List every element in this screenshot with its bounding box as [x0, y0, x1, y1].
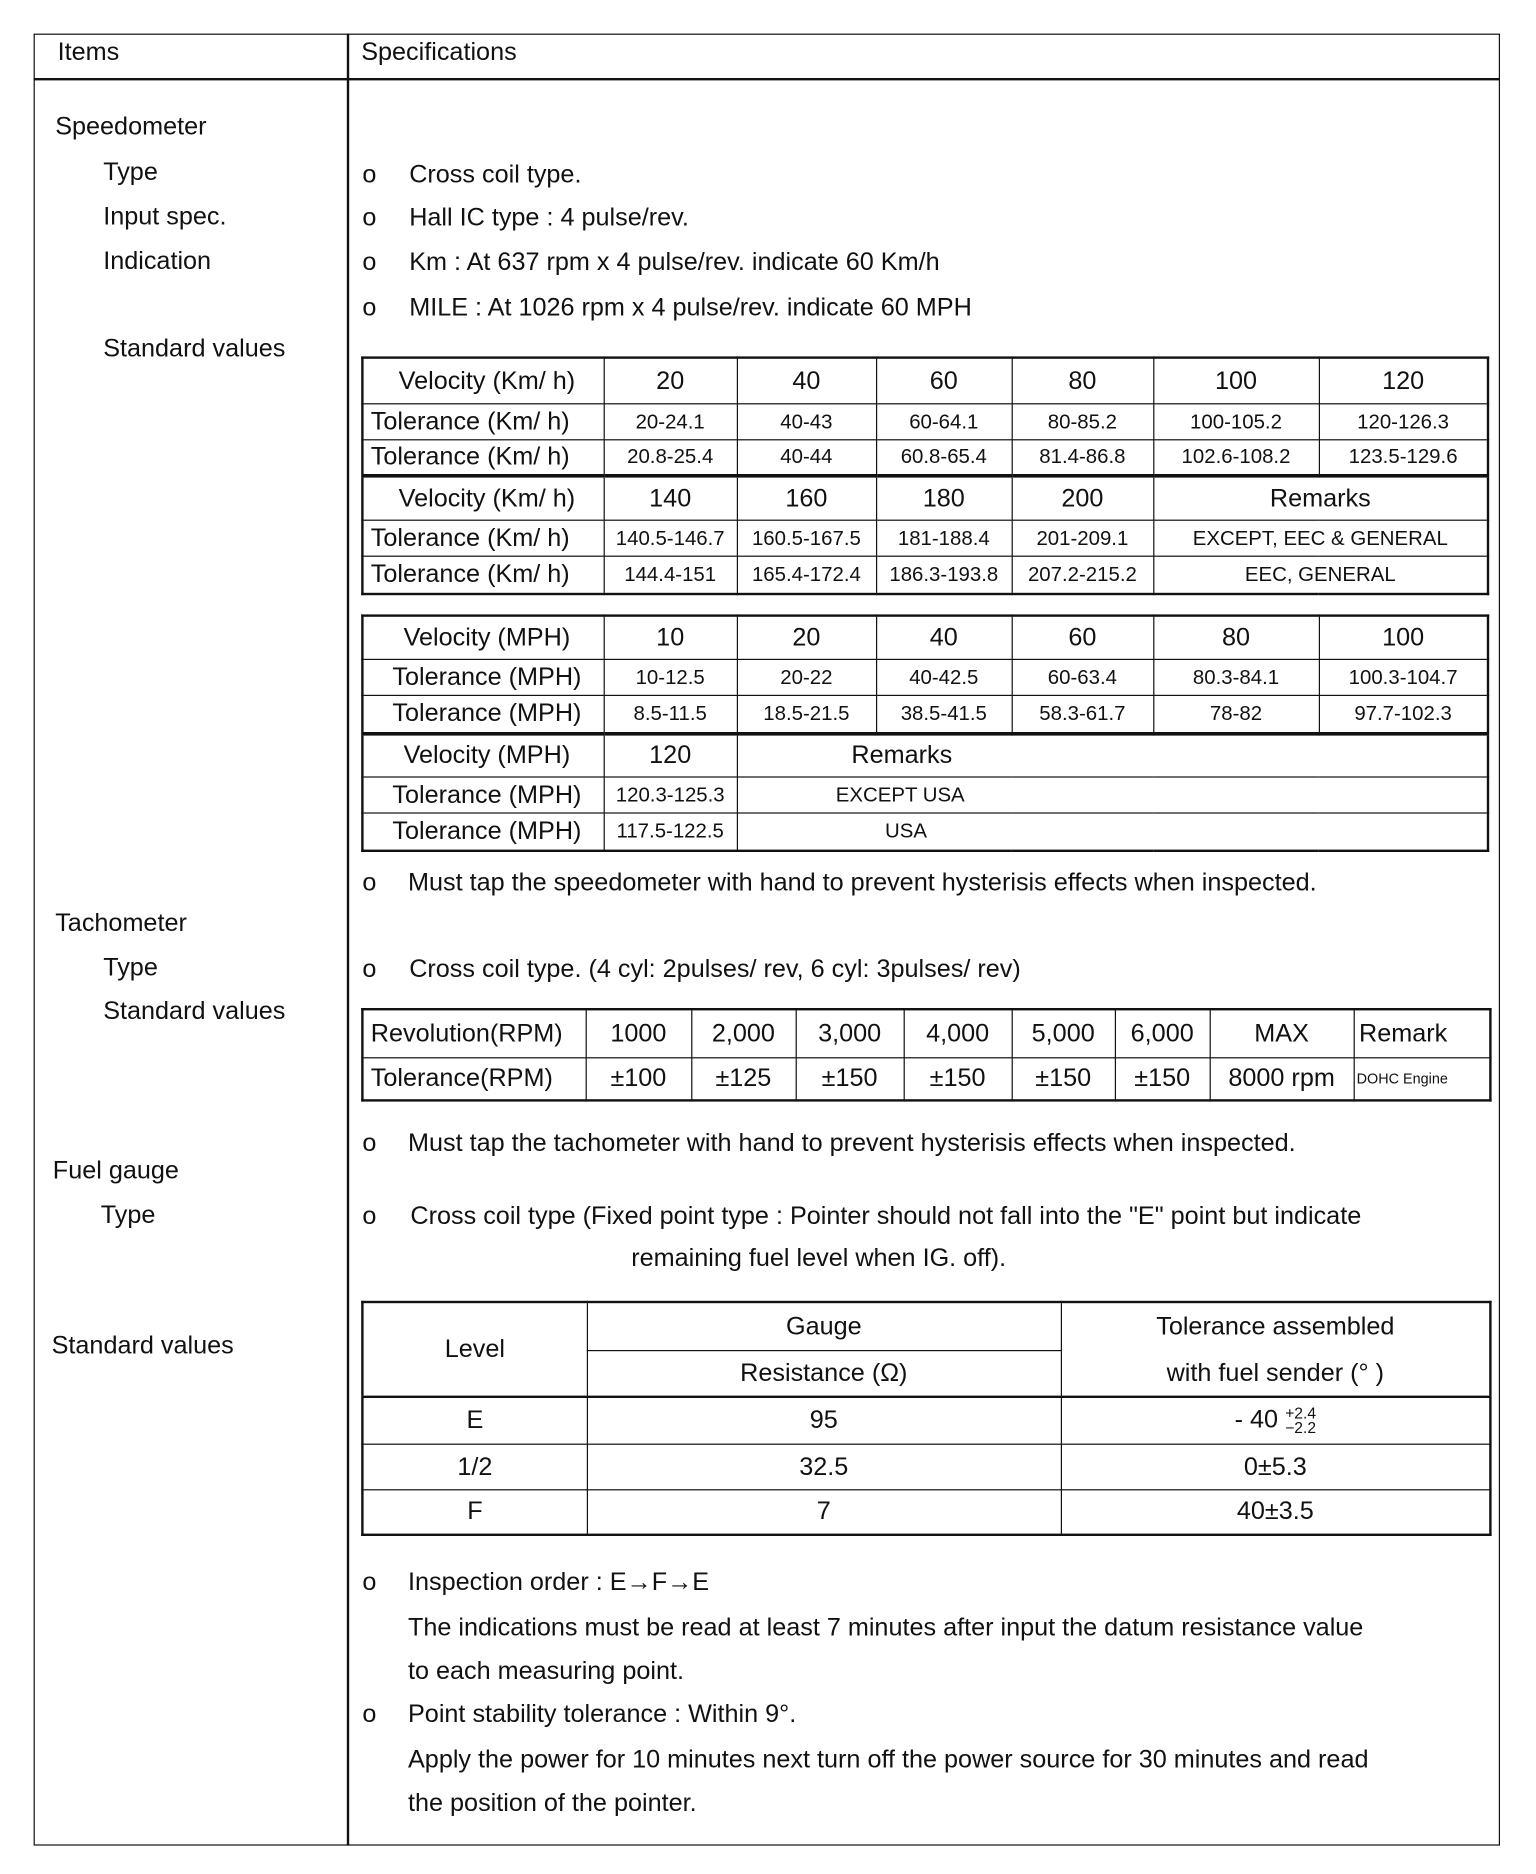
tachometer-heading: Tachometer: [55, 909, 187, 938]
tolerance-cell: 40-42.5: [876, 659, 1012, 695]
revolution-cell: 3,000: [796, 1009, 904, 1057]
tolerance-cell: 40-43: [737, 403, 876, 439]
tolerance-cell: 144.4-151: [604, 556, 737, 594]
table-row: [362, 776, 1488, 812]
velocity-cell: 80: [1012, 358, 1154, 404]
tolerance-value: - 40: [1234, 1405, 1278, 1434]
tolerance-cell: ±150: [904, 1057, 1012, 1100]
tolerance-cell: 100.3-104.7: [1319, 659, 1488, 695]
tolerance-cell: 181-188.4: [876, 520, 1012, 556]
remark-cell: EXCEPT USA: [737, 776, 1488, 812]
header-divider: [34, 78, 1500, 80]
table-row: [362, 733, 1488, 776]
table-row: [362, 695, 1488, 733]
table-row: [362, 616, 1488, 659]
remark-cell: EXCEPT, EEC & GENERAL: [1153, 520, 1488, 556]
remarks-header: Remarks: [737, 733, 1488, 776]
bullet: o: [362, 160, 377, 189]
tolerance-label: Tolerance (Km/ h): [362, 403, 603, 439]
tolerance-cell: 201-209.1: [1012, 520, 1154, 556]
velocity-label: Velocity (MPH): [362, 616, 603, 659]
tolerance-cell: ±150: [1115, 1057, 1210, 1100]
tolerance-label: Tolerance (Km/ h): [362, 439, 603, 475]
tachometer-note: Must tap the tachometer with hand to prevent hysterisis effects when inspected.: [408, 1129, 1296, 1157]
tolerance-cell: 186.3-193.8: [876, 556, 1012, 594]
revolution-cell: Remark: [1354, 1009, 1491, 1057]
velocity-cell: 200: [1012, 475, 1154, 519]
table-row: [362, 358, 1488, 404]
tolerance-cell: ±100: [586, 1057, 692, 1100]
tolerance-cell: 20-22: [737, 659, 876, 695]
tolerance-cell: 60.8-65.4: [876, 439, 1012, 475]
speedometer-km-table: [361, 356, 1489, 595]
stability-line3: the position of the pointer.: [408, 1789, 697, 1817]
bullet: o: [362, 1202, 377, 1230]
remark-cell: EEC, GENERAL: [1153, 556, 1488, 594]
tolerance-cell: 18.5-21.5: [737, 695, 876, 733]
tolerance-cell: [1061, 1397, 1491, 1444]
bullet: o: [362, 204, 377, 232]
fuel-gauge-table: [361, 1301, 1491, 1536]
table-row: [362, 520, 1488, 556]
tolerance-label: Tolerance (MPH): [362, 659, 603, 695]
revolution-label: Revolution(RPM): [362, 1009, 585, 1057]
revolution-cell: 5,000: [1012, 1009, 1115, 1057]
tolerance-minus: −2.2: [1285, 1418, 1317, 1437]
revolution-cell: 4,000: [904, 1009, 1012, 1057]
tolerance-header-2: with fuel sender (° ): [1061, 1350, 1491, 1397]
tachometer-standard-label: Standard values: [103, 997, 286, 1025]
tolerance-cell: 58.3-61.7: [1012, 695, 1154, 733]
velocity-cell: 120: [604, 733, 737, 776]
fuel-gauge-heading: Fuel gauge: [52, 1156, 179, 1185]
velocity-cell: 160: [737, 475, 876, 519]
velocity-cell: 20: [737, 616, 876, 659]
bullet: o: [362, 955, 377, 983]
column-divider: [347, 34, 349, 1846]
tolerance-cell: DOHC Engine: [1354, 1057, 1491, 1100]
speedometer-note: Must tap the speedometer with hand to prevent hysterisis effects when inspected.: [408, 868, 1317, 897]
level-cell: E: [362, 1397, 586, 1444]
table-row: [362, 1397, 1490, 1444]
bullet: o: [362, 294, 377, 322]
tolerance-cell: 97.7-102.3: [1319, 695, 1488, 733]
tolerance-cell: 80.3-84.1: [1153, 659, 1319, 695]
table-row: [362, 659, 1488, 695]
bullet: o: [362, 1700, 377, 1729]
header-items: Items: [57, 38, 120, 66]
tachometer-type-label: Type: [103, 954, 158, 982]
stability-line2: Apply the power for 10 minutes next turn off the power source for 30 minutes and read: [408, 1746, 1369, 1774]
table-row: [362, 556, 1488, 594]
table-row: [362, 1444, 1490, 1490]
speedometer-indication-mile: MILE : At 1026 rpm x 4 pulse/rev. indicate 60 MPH: [409, 294, 972, 322]
bullet: o: [362, 248, 377, 276]
velocity-cell: 120: [1319, 358, 1488, 404]
velocity-cell: 180: [876, 475, 1012, 519]
velocity-label: Velocity (Km/ h): [362, 475, 603, 519]
tolerance-cell: 117.5-122.5: [604, 812, 737, 850]
level-cell: F: [362, 1489, 586, 1535]
tolerance-cell: ±150: [796, 1057, 904, 1100]
tolerance-cell: 120.3-125.3: [604, 776, 737, 812]
level-cell: 1/2: [362, 1444, 586, 1490]
speedometer-indication-label: Indication: [103, 247, 212, 275]
tachometer-table: [361, 1008, 1491, 1102]
tolerance-cell: 0±5.3: [1061, 1444, 1491, 1490]
velocity-cell: 10: [604, 616, 737, 659]
speedometer-mph-table: [361, 614, 1489, 852]
table-row: [362, 1057, 1490, 1100]
tolerance-cell: 160.5-167.5: [737, 520, 876, 556]
speedometer-input-label: Input spec.: [103, 202, 227, 231]
table-row: [362, 1489, 1490, 1535]
remarks-header: Remarks: [1153, 475, 1488, 519]
velocity-cell: 60: [876, 358, 1012, 404]
revolution-cell: MAX: [1210, 1009, 1354, 1057]
tolerance-cell: 102.6-108.2: [1153, 439, 1319, 475]
tolerance-cell: 20-24.1: [604, 403, 737, 439]
fuel-standard-label: Standard values: [51, 1332, 234, 1360]
velocity-cell: 100: [1319, 616, 1488, 659]
tolerance-cell: 60-63.4: [1012, 659, 1154, 695]
tolerance-cell: 40±3.5: [1061, 1489, 1491, 1535]
tolerance-cell: 81.4-86.8: [1012, 439, 1154, 475]
fuel-type-line1: Cross coil type (Fixed point type : Pointer should not fall into the "E" point but indicate: [410, 1202, 1362, 1230]
tolerance-cell: 10-12.5: [604, 659, 737, 695]
inspection-order: Inspection order : E→F→E: [408, 1568, 710, 1597]
tolerance-label: Tolerance (MPH): [362, 812, 603, 850]
speedometer-input: Hall IC type : 4 pulse/rev.: [409, 204, 689, 232]
table-row: [362, 812, 1488, 850]
revolution-cell: 2,000: [691, 1009, 795, 1057]
inspection-line3: to each measuring point.: [408, 1657, 684, 1685]
velocity-label: Velocity (MPH): [362, 733, 603, 776]
table-row: [362, 439, 1488, 475]
velocity-label: Velocity (Km/ h): [362, 358, 603, 404]
tolerance-header-1: Tolerance assembled: [1061, 1302, 1491, 1350]
speedometer-indication-km: Km : At 637 rpm x 4 pulse/rev. indicate 60 Km/h: [409, 248, 940, 276]
remark-cell: USA: [737, 812, 1488, 850]
velocity-cell: 40: [876, 616, 1012, 659]
velocity-cell: 100: [1153, 358, 1319, 404]
speedometer-standard-label: Standard values: [103, 334, 286, 363]
bullet: o: [362, 868, 377, 897]
tolerance-label: Tolerance (MPH): [362, 695, 603, 733]
table-row: [362, 475, 1488, 519]
table-row: [362, 403, 1488, 439]
tolerance-cell: 80-85.2: [1012, 403, 1154, 439]
tolerance-cell: 100-105.2: [1153, 403, 1319, 439]
revolution-cell: 1000: [586, 1009, 692, 1057]
tolerance-cell: 8000 rpm: [1210, 1057, 1354, 1100]
velocity-cell: 60: [1012, 616, 1154, 659]
velocity-cell: 140: [604, 475, 737, 519]
tolerance-cell: 165.4-172.4: [737, 556, 876, 594]
resistance-cell: 7: [587, 1489, 1061, 1535]
tolerance-cell: 140.5-146.7: [604, 520, 737, 556]
header-specifications: Specifications: [361, 38, 517, 66]
table-row: [362, 1302, 1490, 1350]
tolerance-label: Tolerance (MPH): [362, 776, 603, 812]
tolerance-cell: 78-82: [1153, 695, 1319, 733]
tolerance-label: Tolerance (Km/ h): [362, 556, 603, 594]
tolerance-label: Tolerance(RPM): [362, 1057, 585, 1100]
tolerance-cell: 60-64.1: [876, 403, 1012, 439]
fuel-type-line2: remaining fuel level when IG. off).: [631, 1244, 1007, 1272]
resistance-cell: 95: [587, 1397, 1061, 1444]
tolerance-cell: ±125: [691, 1057, 795, 1100]
tolerance-cell: 123.5-129.6: [1319, 439, 1488, 475]
stability-tolerance: Point stability tolerance : Within 9°.: [408, 1700, 797, 1729]
tolerance-cell: 40-44: [737, 439, 876, 475]
gauge-header: Gauge: [587, 1302, 1061, 1350]
speedometer-type-label: Type: [103, 158, 158, 186]
velocity-cell: 80: [1153, 616, 1319, 659]
tolerance-plus: +2.4: [1285, 1403, 1317, 1422]
speedometer-type: Cross coil type.: [409, 160, 582, 189]
table-row: [362, 1009, 1490, 1057]
tachometer-type: Cross coil type. (4 cyl: 2pulses/ rev, 6 cyl: 3pulses/ rev): [409, 955, 1021, 983]
tolerance-cell: 120-126.3: [1319, 403, 1488, 439]
inspection-line2: The indications must be read at least 7 minutes after input the datum resistance value: [408, 1614, 1364, 1642]
tolerance-cell: 8.5-11.5: [604, 695, 737, 733]
tolerance-cell: 38.5-41.5: [876, 695, 1012, 733]
velocity-cell: 40: [737, 358, 876, 404]
tolerance-cell: 207.2-215.2: [1012, 556, 1154, 594]
tolerance-cell: ±150: [1012, 1057, 1115, 1100]
tolerance-cell: 20.8-25.4: [604, 439, 737, 475]
revolution-cell: 6,000: [1115, 1009, 1210, 1057]
resistance-cell: 32.5: [587, 1444, 1061, 1490]
tolerance-label: Tolerance (Km/ h): [362, 520, 603, 556]
bullet: o: [362, 1568, 377, 1597]
level-header: Level: [362, 1302, 586, 1397]
fuel-type-label: Type: [100, 1201, 156, 1229]
velocity-cell: 20: [604, 358, 737, 404]
bullet: o: [362, 1129, 377, 1157]
resistance-header: Resistance (Ω): [587, 1350, 1061, 1397]
speedometer-heading: Speedometer: [55, 112, 207, 141]
